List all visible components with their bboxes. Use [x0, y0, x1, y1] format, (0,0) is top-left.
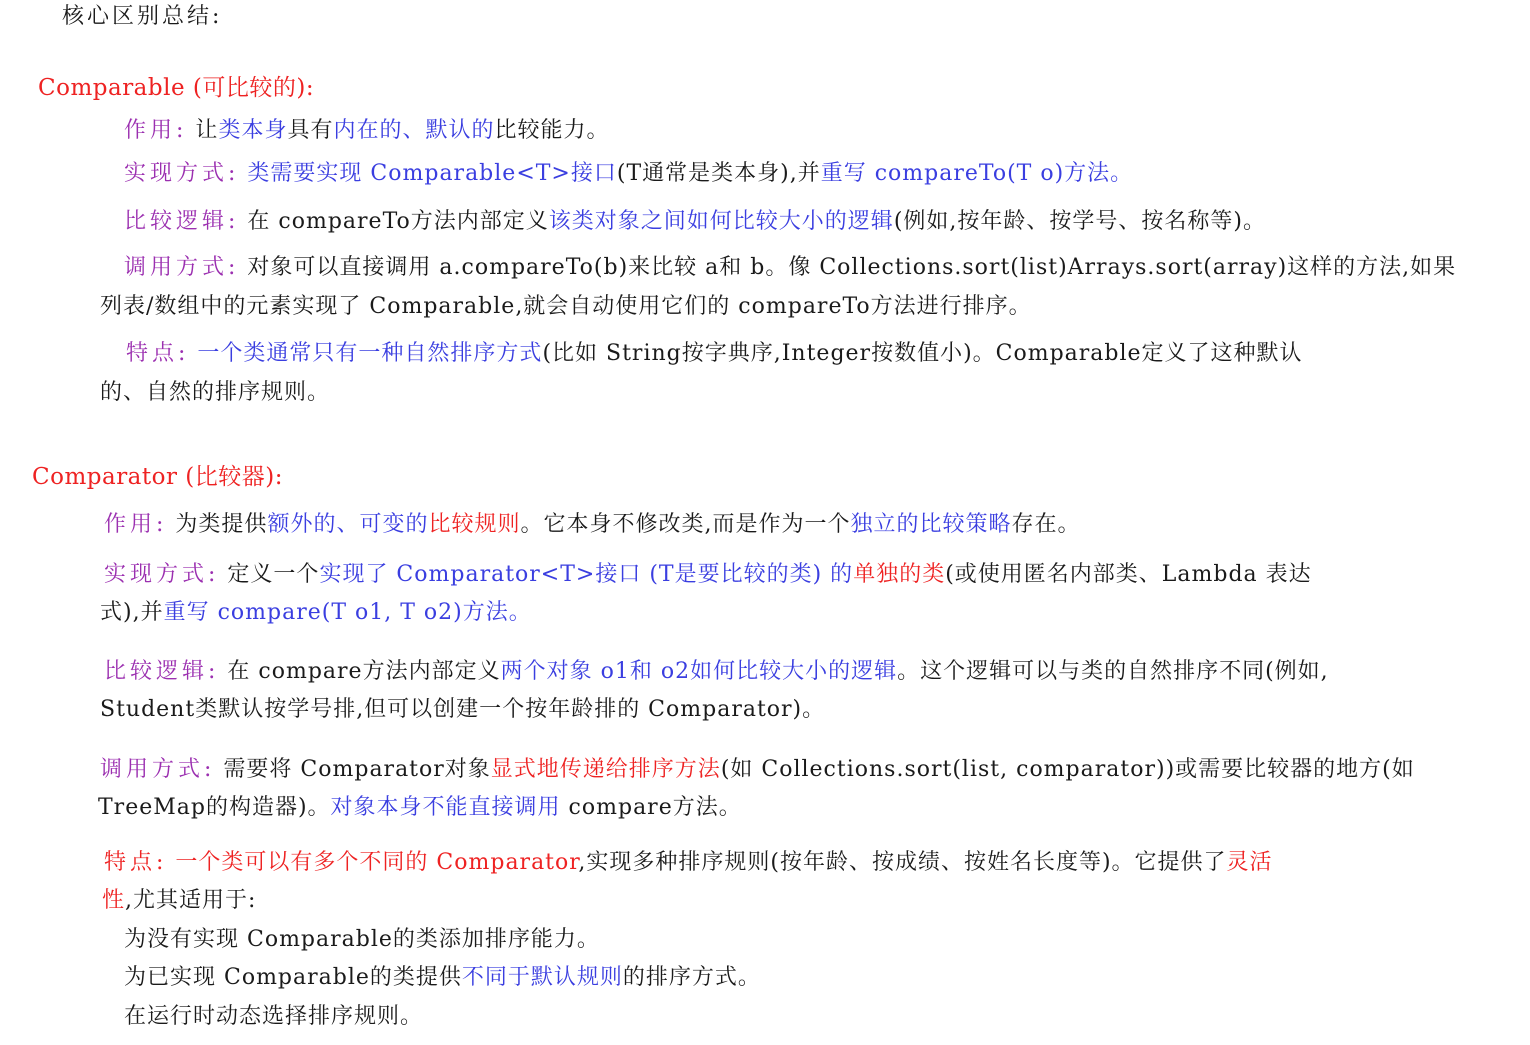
comparator-impl-text: 式),并 — [100, 600, 164, 625]
comparator-logic-label: 比较逻辑: — [104, 659, 220, 684]
comparator-feature-label: 特点: — [104, 850, 168, 875]
comparator-logic-highlight: 两个对象 o1和 o2如何比较大小的逻辑 — [500, 659, 898, 684]
comparable-usage — [124, 253, 1456, 283]
comparable-feature-label: 特点: — [126, 341, 190, 366]
comparable-impl-highlight: 重写 compareTo(T o)方法。 — [820, 161, 1134, 186]
comparable-logic-text: 在 compareTo方法内部定义 — [247, 209, 549, 234]
comparator-usage — [100, 755, 1415, 785]
comparator-impl — [104, 560, 1312, 590]
comparator-impl-highlight-red: 单独的类 — [853, 562, 946, 587]
comparator-logic-cont: Student类默认按学号排,但可以创建一个按年龄排的 Comparator)。 — [100, 697, 826, 722]
comparator-impl-highlight: 重写 compare(T o1, T o2)方法。 — [163, 600, 532, 625]
comparable-feature-text: (比如 String按字典序,Integer按数值小)。Comparable定义了这种默认 — [542, 341, 1303, 366]
comparator-logic-text: 在 compare方法内部定义 — [227, 659, 501, 684]
comparable-feature-cont: 的、自然的排序规则。 — [100, 380, 331, 405]
comparator-feature-text: ,尤其适用于: — [125, 888, 257, 913]
comparable-purpose — [124, 116, 610, 146]
comparator-heading: Comparator (比较器): — [32, 464, 283, 490]
comparable-impl-label: 实现方式: — [124, 161, 240, 186]
comparator-usage-text: compare方法。 — [560, 795, 742, 820]
comparable-usage-label: 调用方式: — [124, 255, 240, 280]
page-title: 核心区别总结: — [62, 4, 223, 29]
comparable-logic-text: (例如,按年龄、按学号、按名称等)。 — [893, 209, 1266, 234]
comparator-usage-highlight: 对象本身不能直接调用 — [330, 795, 561, 820]
comparable-logic-label: 比较逻辑: — [124, 209, 240, 234]
comparator-purpose-highlight: 独立的比较策略 — [850, 512, 1012, 537]
comparable-purpose-label: 作用: — [124, 118, 188, 143]
comparable-purpose-highlight: 内在的、默认的 — [333, 118, 495, 143]
comparator-impl-highlight: 实现了 Comparator<T>接口 (T是要比较的类) 的 — [319, 562, 854, 587]
comparable-logic-highlight: 该类对象之间如何比较大小的逻辑 — [548, 209, 894, 234]
comparator-bullet-highlight: 不同于默认规则 — [461, 965, 623, 990]
comparator-usage-highlight-red: 显式地传递给排序方法 — [490, 757, 721, 782]
comparator-impl-text: 定义一个 — [227, 562, 320, 587]
comparator-purpose-label: 作用: — [104, 512, 168, 537]
comparator-bullet-item: 在运行时动态选择排序规则。 — [124, 1004, 424, 1029]
comparable-feature — [126, 339, 1303, 369]
comparator-bullet-text: 的排序方式。 — [622, 965, 761, 990]
comparator-logic — [104, 657, 1329, 687]
comparator-impl-label: 实现方式: — [104, 562, 220, 587]
comparable-purpose-text: 让 — [195, 118, 219, 143]
comparator-usage-cont — [98, 793, 742, 823]
comparator-usage-text: 需要将 Comparator对象 — [223, 757, 491, 782]
comparable-purpose-text: 比较能力。 — [494, 118, 610, 143]
comparable-logic — [124, 207, 1266, 237]
comparator-bullet-item — [124, 963, 761, 993]
comparable-usage-text: 对象可以直接调用 a.compareTo(b)来比较 a和 b。像 Collections.sort(list)Arrays.sort(array)这样的方法,如果 — [247, 255, 1457, 280]
comparable-impl-text: (T通常是类本身),并 — [616, 161, 821, 186]
comparable-usage-cont: 列表/数组中的元素实现了 Comparable,就会自动使用它们的 compareTo方法进行排序。 — [100, 294, 1032, 319]
comparable-impl — [124, 159, 1133, 189]
comparator-feature-cont — [102, 886, 256, 916]
comparator-usage-text: TreeMap的构造器)。 — [98, 795, 331, 820]
comparable-purpose-text: 具有 — [287, 118, 334, 143]
comparator-impl-cont — [100, 598, 532, 628]
comparator-purpose-highlight: 额外的、可变的 — [267, 512, 429, 537]
comparator-bullet-item: 为没有实现 Comparable的类添加排序能力。 — [124, 927, 600, 952]
comparator-feature-highlight-red: 一个类可以有多个不同的 Comparator — [175, 850, 579, 875]
comparator-bullet-text: 为已实现 Comparable的类提供 — [124, 965, 462, 990]
comparator-feature — [104, 848, 1273, 878]
comparator-usage-text: (如 Collections.sort(list, comparator))或需要比较器的地方(如 — [720, 757, 1415, 782]
comparator-usage-label: 调用方式: — [100, 757, 216, 782]
comparator-purpose-text: 为类提供 — [175, 512, 268, 537]
comparator-feature-text: ,实现多种排序规则(按年龄、按成绩、按姓名长度等)。它提供了 — [578, 850, 1227, 875]
comparable-purpose-highlight: 类本身 — [218, 118, 288, 143]
comparator-purpose-text: 存在。 — [1011, 512, 1081, 537]
comparator-purpose-text: 。它本身不修改类,而是作为一个 — [520, 512, 851, 537]
comparable-feature-highlight: 一个类通常只有一种自然排序方式 — [197, 341, 543, 366]
comparator-impl-text: (或使用匿名内部类、Lambda 表达 — [945, 562, 1312, 587]
comparator-feature-highlight-red: 灵活 — [1226, 850, 1273, 875]
comparator-feature-highlight-red: 性 — [102, 888, 126, 913]
comparable-heading: Comparable (可比较的): — [38, 75, 315, 101]
comparator-purpose-highlight-red: 比较规则 — [428, 512, 521, 537]
comparator-purpose — [104, 510, 1081, 540]
comparable-impl-highlight: 类需要实现 Comparable<T>接口 — [247, 161, 617, 186]
comparator-logic-text: 。这个逻辑可以与类的自然排序不同(例如, — [897, 659, 1329, 684]
